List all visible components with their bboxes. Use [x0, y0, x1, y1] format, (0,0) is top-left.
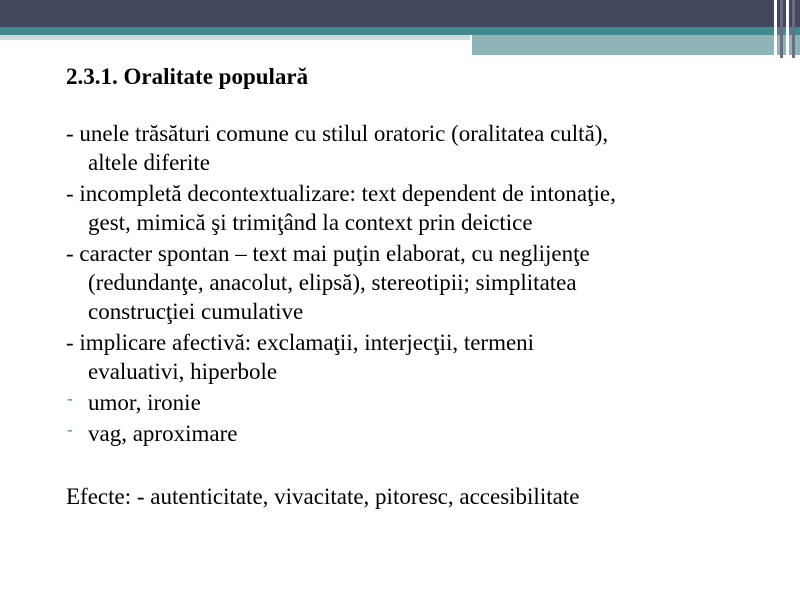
- list-item-text: - implicare afectivă: exclamaţii, interjecţii, termeni: [66, 330, 535, 355]
- header-bar-pale: [0, 35, 470, 40]
- bullet-text: umor, ironie: [88, 390, 201, 415]
- list-item: [66, 239, 776, 326]
- slide-content: [66, 62, 776, 511]
- list-item-continuation: (redundanţe, anacolut, elipsă), stereotipii; simplitatea: [88, 270, 577, 295]
- bullet-item: [66, 419, 776, 448]
- header-bar-accent: [472, 35, 800, 55]
- list-item-continuation: construcţiei cumulative: [88, 299, 304, 324]
- dash-bullet-icon: -: [67, 389, 73, 408]
- dash-bullet-icon: -: [67, 420, 73, 439]
- list-item: [66, 119, 776, 177]
- list-item-text: - unele trăsături comune cu stilul oratoric (oralitatea cultă),: [66, 121, 609, 146]
- list-item-text: - incompletă decontextualizare: text dependent de intonaţie,: [66, 181, 616, 206]
- effects-line: Efecte: - autenticitate, vivacitate, pitoresc, accesibilitate: [66, 484, 580, 509]
- header-side-strips: [772, 0, 800, 58]
- list-item-continuation: evaluativi, hiperbole: [88, 359, 278, 384]
- header-bar-dark: [0, 0, 800, 27]
- slide-title: 2.3.1. Oralitate populară: [66, 64, 309, 89]
- list-item: [66, 328, 776, 386]
- bullet-item: [66, 388, 776, 417]
- list-item: [66, 179, 776, 237]
- list-item-text: - caracter spontan – text mai puţin elaborat, cu neglijenţe: [66, 241, 590, 266]
- header-bar-teal: [0, 27, 800, 35]
- bullet-text: vag, aproximare: [88, 421, 238, 446]
- list-item-continuation: gest, mimică şi trimiţând la context prin deictice: [88, 210, 533, 235]
- list-item-continuation: altele diferite: [88, 150, 210, 175]
